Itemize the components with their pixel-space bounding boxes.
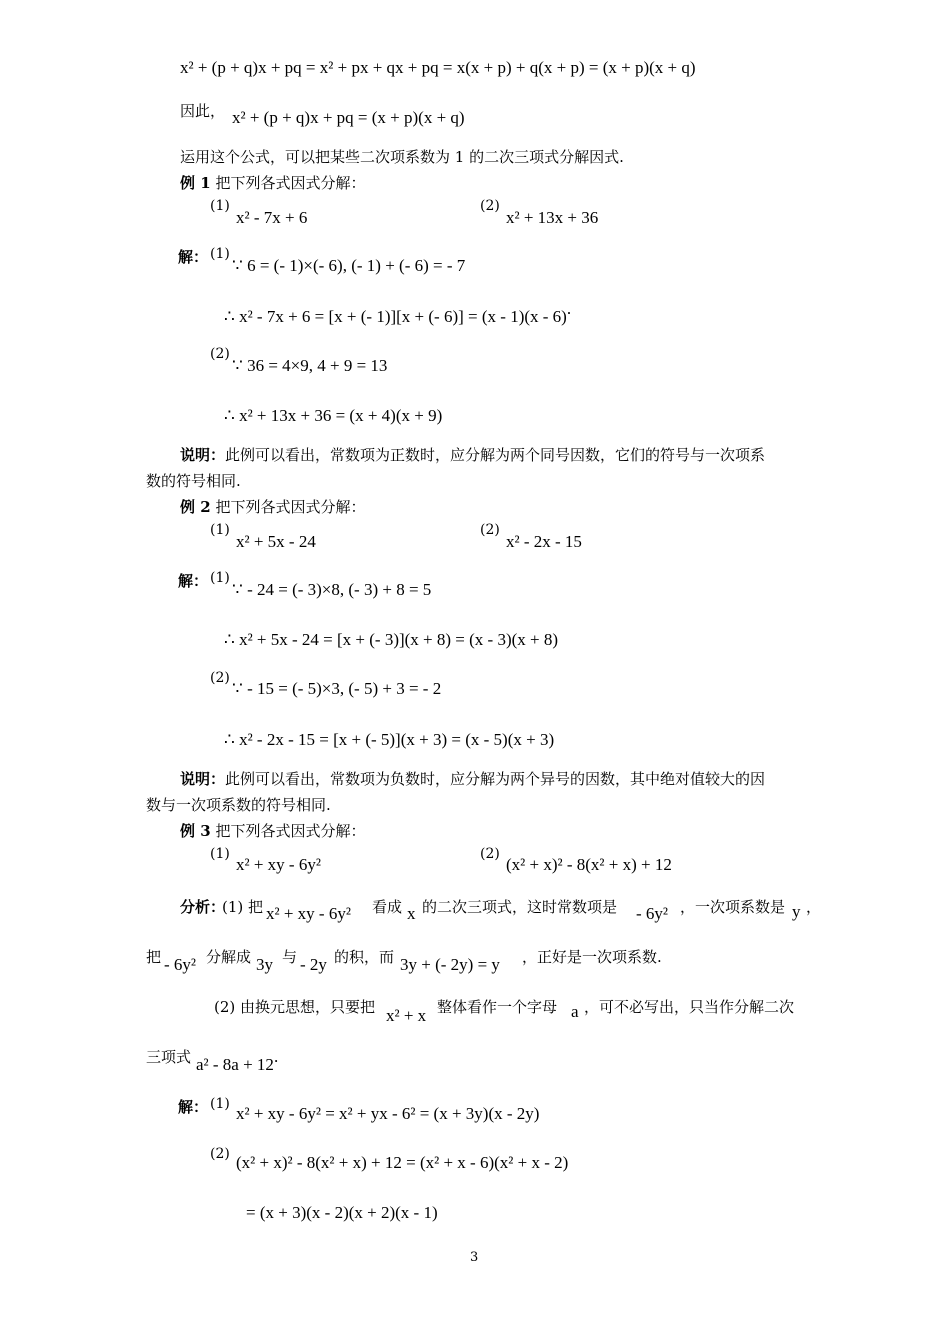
note-2-line-1	[180, 768, 765, 789]
sol1-line-2	[224, 299, 572, 327]
sol2-part-2-number: (2)	[210, 670, 230, 686]
sol1-line-2-math: ∴ x² - 7x + 6 = [x + (- 1)][x + (- 6)] = (x - 1)(x - 6)	[224, 307, 567, 326]
analysis-math-3: - 6y²	[636, 904, 669, 923]
analysis3-math-2: a	[571, 1002, 579, 1021]
example-2-title	[180, 496, 365, 517]
example-3-label: 例 3	[180, 822, 211, 840]
note-1-line-2: 数的符号相同.	[146, 472, 241, 490]
example-3-instruction: 把下列各式因式分解：	[210, 822, 366, 840]
analysis4-math-1	[196, 1047, 279, 1075]
identity-expansion: x² + (p + q)x + pq = x² + px + qx + pq = x(x + p) + q(x + p) = (x + p)(x + q)	[180, 58, 696, 77]
analysis2-math-2: 3y	[256, 955, 273, 974]
example-3-title	[180, 820, 365, 841]
analysis-text-3: 的二次三项式，这时常数项是	[422, 898, 618, 916]
sol3-part-1-number: (1)	[210, 1096, 230, 1112]
analysis2-text-4: 的积，而	[334, 948, 395, 966]
ex3-problem-1: x² + xy - 6y²	[236, 855, 321, 874]
sol1-line-2-period: .	[566, 299, 572, 318]
ex1-problem-2-number: (2)	[480, 198, 500, 214]
analysis-math-1: x² + xy - 6y²	[266, 904, 351, 923]
analysis-math-2: x	[407, 904, 416, 923]
ex2-problem-2-number: (2)	[480, 522, 500, 538]
example-2-label: 例 2	[180, 498, 211, 516]
analysis2-text-1: 把	[146, 948, 162, 966]
analysis4-math-expr: a² - 8a + 12	[196, 1055, 274, 1074]
example-1-title	[180, 172, 365, 193]
analysis2-text-2: 分解成	[206, 948, 252, 966]
note-1-line-1	[180, 444, 765, 465]
sol3-line-3: = (x + 3)(x - 2)(x + 2)(x - 1)	[246, 1203, 438, 1222]
analysis-math-4: y	[792, 902, 801, 921]
page-number: 3	[470, 1250, 479, 1265]
analysis2-math-4: 3y + (- 2y) = y	[400, 955, 500, 974]
sol2-line-4: ∴ x² - 2x - 15 = [x + (- 5)](x + 3) = (x - 5)(x + 3)	[224, 730, 555, 749]
ex3-problem-2-number: (2)	[480, 846, 500, 862]
analysis-text-2: 看成	[372, 898, 403, 916]
analysis4-period: .	[273, 1047, 279, 1066]
ex2-problem-1-number: (1)	[210, 522, 230, 538]
analysis-text-5: ，	[806, 898, 822, 916]
sol2-line-2: ∴ x² + 5x - 24 = [x + (- 3)](x + 8) = (x - 3)(x + 8)	[224, 630, 559, 649]
analysis2-math-3: - 2y	[300, 955, 327, 974]
sol1-line-3: ∵ 36 = 4×9, 4 + 9 = 13	[232, 356, 388, 375]
analysis3-text-2: 整体看作一个字母	[437, 998, 558, 1016]
sol2-line-3: ∵ - 15 = (- 5)×3, (- 5) + 3 = - 2	[232, 679, 442, 698]
sol2-part-1-number: (1)	[210, 570, 230, 586]
analysis4-text-1: 三项式	[146, 1048, 192, 1066]
sol1-part-2-number: (2)	[210, 346, 230, 362]
analysis-text-1: (1) 把	[222, 898, 264, 916]
ex3-problem-2: (x² + x)² - 8(x² + x) + 12	[506, 855, 672, 874]
ex2-problem-1: x² + 5x - 24	[236, 532, 316, 551]
sol3-part-2-number: (2)	[210, 1146, 230, 1162]
note-1-text: 此例可以看出，常数项为正数时，应分解为两个同号因数，它们的符号与一次项系	[225, 446, 766, 464]
sol1-line-1: ∵ 6 = (- 1)×(- 6), (- 1) + (- 6) = - 7	[232, 256, 466, 275]
note-1-label: 说明：	[180, 446, 226, 464]
solution-1-label: 解：	[178, 248, 209, 266]
analysis-text-4: ，一次项系数是	[680, 898, 786, 916]
ex1-problem-1: x² - 7x + 6	[236, 208, 308, 227]
example-2-instruction: 把下列各式因式分解：	[210, 498, 366, 516]
ex1-problem-1-number: (1)	[210, 198, 230, 214]
therefore-label: 因此，	[180, 102, 226, 120]
sol1-line-4: ∴ x² + 13x + 36 = (x + 4)(x + 9)	[224, 406, 443, 425]
ex2-problem-2: x² - 2x - 15	[506, 532, 582, 551]
sol2-line-1: ∵ - 24 = (- 3)×8, (- 3) + 8 = 5	[232, 580, 432, 599]
analysis2-math-1: - 6y²	[164, 955, 197, 974]
formula-usage-text: 运用这个公式，可以把某些二次项系数为 1 的二次三项式分解因式.	[180, 148, 624, 166]
note-2-line-2: 数与一次项系数的符号相同.	[146, 796, 331, 814]
ex3-problem-1-number: (1)	[210, 846, 230, 862]
example-1-label: 例 1	[180, 174, 211, 192]
solution-2-label: 解：	[178, 572, 209, 590]
note-2-text: 此例可以看出，常数项为负数时，应分解为两个异号的因数，其中绝对值较大的因	[225, 770, 766, 788]
ex1-problem-2: x² + 13x + 36	[506, 208, 599, 227]
identity-result: x² + (p + q)x + pq = (x + p)(x + q)	[232, 108, 465, 127]
analysis2-text-3: 与	[282, 948, 298, 966]
analysis2-text-5: ，正好是一次项系数.	[522, 948, 662, 966]
solution-3-label: 解：	[178, 1098, 209, 1116]
analysis3-math-1: x² + x	[386, 1006, 427, 1025]
analysis3-text-3: ，可不必写出，只当作分解二次	[584, 998, 795, 1016]
sol1-part-1-number: (1)	[210, 246, 230, 262]
sol3-line-1: x² + xy - 6y² = x² + yx - 6² = (x + 3y)(x - 2y)	[236, 1104, 540, 1123]
example-1-instruction: 把下列各式因式分解：	[210, 174, 366, 192]
sol3-line-2: (x² + x)² - 8(x² + x) + 12 = (x² + x - 6)(x² + x - 2)	[236, 1153, 569, 1172]
note-2-label: 说明：	[180, 770, 226, 788]
analysis-label: 分析：	[180, 898, 226, 916]
analysis3-text-1: (2) 由换元思想，只要把	[214, 998, 376, 1016]
